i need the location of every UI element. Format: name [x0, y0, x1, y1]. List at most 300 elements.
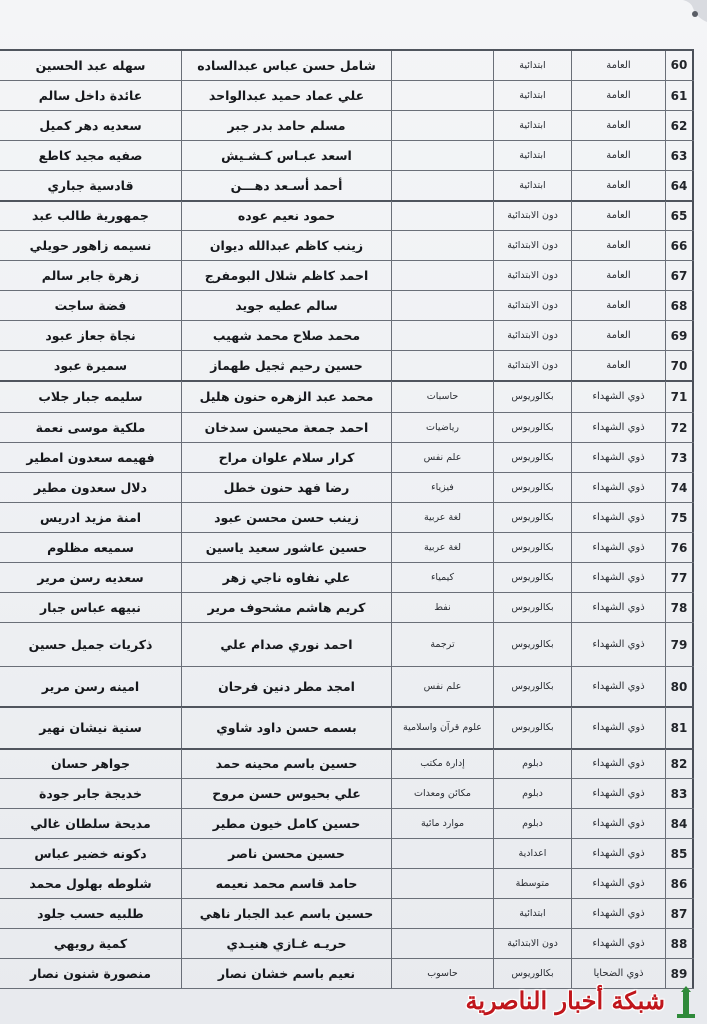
row-specialization-text: حاسبات: [426, 391, 459, 402]
row-category-text: ذوي الشهداء: [592, 452, 645, 463]
row-full-name-text: زينب كاظم عبدالله ديوان: [209, 238, 364, 253]
row-number-text: 83: [670, 786, 688, 801]
row-category: [571, 201, 665, 230]
table-row: [0, 899, 694, 929]
row-category: [571, 563, 665, 592]
row-category-text: ذوي الشهداء: [592, 818, 645, 829]
row-education-level-text: دون الابتدائية: [507, 938, 558, 949]
row-full-name-text: اسعد عبـاس كـشـيش: [221, 148, 352, 163]
row-number: [665, 413, 694, 442]
row-category: [571, 749, 665, 778]
row-number-text: 80: [670, 679, 688, 694]
table-row: [0, 533, 694, 563]
row-category: [571, 593, 665, 622]
row-number-text: 61: [670, 88, 688, 103]
row-full-name: [181, 623, 391, 666]
row-specialization: [391, 707, 493, 748]
row-number-text: 78: [670, 600, 688, 615]
row-category: [571, 839, 665, 868]
row-category-text: ذوي الشهداء: [592, 602, 645, 613]
row-specialization-text: موارد مائية: [420, 818, 465, 829]
row-category-text: العامة: [606, 300, 631, 311]
table-row: [0, 201, 694, 231]
table-row: [0, 141, 694, 171]
row-specialization: [391, 899, 493, 928]
row-full-name: [181, 443, 391, 472]
row-mother-name: [0, 959, 181, 988]
row-full-name-text: حمود نعيم عوده: [237, 208, 336, 223]
row-education-level: [493, 321, 571, 350]
row-number: [665, 171, 694, 200]
row-number: [665, 81, 694, 110]
row-full-name-text: حريـه غـازي هنيـدي: [226, 936, 347, 951]
row-education-level: [493, 593, 571, 622]
row-category-text: ذوي الشهداء: [592, 878, 645, 889]
row-mother-name: [0, 321, 181, 350]
row-mother-name-text: صفيه مجيد كاطع: [38, 148, 143, 163]
row-mother-name: [0, 111, 181, 140]
row-mother-name-text: سميعه مظلوم: [47, 540, 134, 555]
row-mother-name: [0, 473, 181, 502]
row-category-text: العامة: [606, 180, 631, 191]
row-mother-name-text: امينه رسن مرير: [41, 679, 140, 694]
row-mother-name: [0, 899, 181, 928]
row-category-text: ذوي الشهداء: [592, 482, 645, 493]
row-category: [571, 503, 665, 532]
row-category: [571, 869, 665, 898]
row-full-name-text: احمد جمعة محيسن سدخان: [204, 420, 369, 435]
row-full-name-text: محمد صلاح محمد شهيب: [212, 328, 361, 343]
row-full-name-text: زينب حسن محسن عبود: [214, 510, 359, 525]
row-category-text: ذوي الشهداء: [592, 681, 645, 692]
row-mother-name-text: ذكريات جميل حسين: [28, 637, 153, 652]
row-number: [665, 749, 694, 778]
row-number-text: 70: [670, 358, 688, 373]
row-specialization: [391, 81, 493, 110]
row-category: [571, 809, 665, 838]
row-education-level-text: بكالوريوس: [511, 968, 554, 979]
row-mother-name-text: منصورة شنون نصار: [29, 966, 152, 981]
row-education-level-text: ابتدائية: [519, 908, 546, 919]
row-full-name-text: مسلم حامد بدر جبر: [227, 118, 346, 133]
row-number: [665, 291, 694, 320]
row-full-name: [181, 899, 391, 928]
row-mother-name: [0, 291, 181, 320]
row-mother-name: [0, 839, 181, 868]
row-specialization: [391, 50, 493, 80]
row-number: [665, 779, 694, 808]
row-number-text: 68: [670, 298, 688, 313]
row-mother-name-text: سليمه جبار جلاب: [38, 389, 143, 404]
row-specialization-text: ترجمة: [430, 639, 455, 650]
row-full-name-text: رضا فهد حنون خطل: [223, 480, 350, 495]
row-category-text: العامة: [606, 150, 631, 161]
row-category-text: العامة: [606, 59, 631, 71]
row-education-level: [493, 667, 571, 706]
row-specialization-text: حاسوب: [427, 968, 458, 979]
row-category: [571, 667, 665, 706]
row-number: [665, 809, 694, 838]
row-category-text: ذوي الشهداء: [592, 788, 645, 799]
row-mother-name-text: سعديه رسن مرير: [37, 570, 144, 585]
row-education-level: [493, 503, 571, 532]
row-full-name-text: علي بحيوس حسن مروح: [212, 786, 361, 801]
row-full-name: [181, 563, 391, 592]
row-category-text: العامة: [606, 360, 631, 371]
row-full-name: [181, 593, 391, 622]
row-category-text: العامة: [606, 330, 631, 341]
row-education-level-text: ابتدائية: [519, 120, 546, 131]
row-category: [571, 291, 665, 320]
row-number-text: 84: [670, 816, 688, 831]
row-specialization: [391, 667, 493, 706]
watermark-text: شبكة أخبار الناصرية: [465, 986, 665, 1015]
row-mother-name-text: قادسية جباري: [47, 178, 134, 193]
row-full-name: [181, 141, 391, 170]
row-category: [571, 443, 665, 472]
row-mother-name-text: جواهر حسان: [50, 756, 131, 771]
row-mother-name-text: سنية نيشان نهير: [39, 720, 142, 735]
table-row: [0, 779, 694, 809]
row-education-level-text: بكالوريوس: [511, 572, 554, 583]
row-full-name: [181, 473, 391, 502]
row-number-text: 89: [670, 966, 688, 981]
row-full-name: [181, 533, 391, 562]
row-specialization-text: كيمياء: [430, 572, 455, 583]
row-category: [571, 381, 665, 412]
page-corner-fold-icon: [673, 0, 707, 30]
row-full-name-text: حسين باسم محينه حمد: [215, 756, 358, 771]
row-education-level-text: بكالوريوس: [511, 452, 554, 463]
row-number-text: 81: [670, 720, 688, 735]
row-full-name-text: نعيم باسم خشان نصار: [217, 966, 356, 981]
row-number: [665, 473, 694, 502]
row-education-level: [493, 261, 571, 290]
row-number-text: 85: [670, 846, 688, 861]
row-number-text: 67: [670, 268, 688, 283]
row-specialization: [391, 141, 493, 170]
table-row: [0, 623, 694, 667]
row-mother-name-text: جمهورية طالب عبد: [32, 208, 149, 223]
row-full-name: [181, 707, 391, 748]
row-mother-name-text: فهيمه سعدون امطير: [26, 450, 155, 465]
row-mother-name: [0, 779, 181, 808]
row-education-level-text: ابتدائية: [519, 150, 546, 161]
row-category-text: ذوي الشهداء: [592, 908, 645, 919]
row-education-level-text: اعدادية: [518, 848, 547, 859]
table-row: [0, 291, 694, 321]
row-education-level-text: بكالوريوس: [511, 681, 554, 692]
row-specialization-text: علم نفس: [423, 452, 462, 463]
row-number-text: 60: [670, 58, 688, 72]
table-row: [0, 809, 694, 839]
row-number-text: 72: [670, 420, 688, 435]
row-number: [665, 50, 694, 80]
row-education-level: [493, 623, 571, 666]
row-full-name: [181, 503, 391, 532]
table-row: [0, 839, 694, 869]
table-row: [0, 171, 694, 201]
row-education-level: [493, 749, 571, 778]
row-full-name: [181, 413, 391, 442]
row-education-level: [493, 381, 571, 412]
row-mother-name: [0, 749, 181, 778]
row-number: [665, 381, 694, 412]
row-full-name-text: شامل حسن عباس عبدالساده: [197, 57, 376, 73]
row-mother-name: [0, 503, 181, 532]
row-specialization: [391, 929, 493, 958]
row-category: [571, 899, 665, 928]
row-full-name-text: حسين كامل خيون مطير: [212, 816, 361, 831]
row-education-level: [493, 929, 571, 958]
row-mother-name: [0, 667, 181, 706]
row-education-level: [493, 443, 571, 472]
row-full-name: [181, 809, 391, 838]
row-education-level: [493, 563, 571, 592]
table-row: [0, 81, 694, 111]
row-education-level-text: بكالوريوس: [511, 722, 554, 733]
row-education-level: [493, 291, 571, 320]
row-full-name-text: حامد قاسم محمد نعيمه: [215, 876, 358, 891]
row-full-name-text: امجد مطر دنين فرحان: [218, 679, 355, 694]
row-mother-name: [0, 201, 181, 230]
row-full-name-text: علي نفاوه ناجي زهر: [222, 570, 351, 585]
row-education-level: [493, 201, 571, 230]
table-row: [0, 111, 694, 141]
row-category: [571, 321, 665, 350]
row-mother-name-text: عائدة داخل سالم: [38, 88, 143, 103]
row-specialization-text: لغة عربية: [423, 512, 462, 523]
row-mother-name: [0, 141, 181, 170]
row-mother-name: [0, 623, 181, 666]
table-row: [0, 667, 694, 707]
row-education-level-text: بكالوريوس: [511, 602, 554, 613]
row-specialization-text: فيزياء: [431, 482, 454, 493]
row-number-text: 76: [670, 540, 688, 555]
row-full-name-text: بسمه حسن داود شاوي: [216, 720, 357, 735]
table-row: [0, 321, 694, 351]
row-number: [665, 351, 694, 380]
row-number-text: 79: [670, 637, 688, 652]
row-education-level-text: ابتدائية: [519, 180, 546, 191]
row-education-level-text: دون الابتدائية: [507, 270, 558, 281]
table-top-border: [0, 49, 694, 51]
row-category: [571, 171, 665, 200]
row-category-text: ذوي الضحايا: [593, 968, 644, 979]
row-category-text: ذوي الشهداء: [592, 542, 645, 553]
row-number: [665, 231, 694, 260]
row-mother-name: [0, 351, 181, 380]
table-row: [0, 707, 694, 749]
row-number-text: 87: [670, 906, 688, 921]
row-number-text: 74: [670, 480, 688, 495]
row-education-level-text: متوسطة: [515, 878, 550, 889]
row-full-name: [181, 50, 391, 80]
row-specialization: [391, 231, 493, 260]
row-education-level-text: بكالوريوس: [511, 482, 554, 493]
row-number: [665, 869, 694, 898]
row-category-text: العامة: [606, 210, 631, 221]
row-full-name-text: كرار سلام علوان مراح: [218, 450, 355, 465]
row-category: [571, 779, 665, 808]
row-specialization-text: مكائن ومعدات: [414, 788, 471, 799]
row-full-name: [181, 321, 391, 350]
watermark-logo: [462, 984, 707, 1024]
row-category: [571, 111, 665, 140]
row-category: [571, 929, 665, 958]
row-full-name: [181, 667, 391, 706]
row-mother-name-text: سهله عبد الحسين: [35, 57, 146, 73]
row-specialization: [391, 381, 493, 412]
row-mother-name-text: دلال سعدون مطير: [33, 480, 148, 495]
row-mother-name: [0, 533, 181, 562]
row-education-level-text: دون الابتدائية: [507, 300, 558, 311]
row-full-name: [181, 201, 391, 230]
row-mother-name-text: طلبيه حسب جلود: [37, 906, 144, 921]
row-specialization: [391, 869, 493, 898]
row-full-name-text: محمد عبد الزهره حنون هليل: [199, 389, 374, 404]
row-specialization-text: نفط: [434, 602, 451, 613]
row-education-level: [493, 141, 571, 170]
row-category-text: ذوي الشهداء: [592, 639, 645, 650]
row-education-level: [493, 473, 571, 502]
row-number-text: 69: [670, 328, 688, 343]
row-category: [571, 707, 665, 748]
row-category-text: ذوي الشهداء: [592, 848, 645, 859]
row-education-level: [493, 351, 571, 380]
row-number: [665, 899, 694, 928]
row-full-name: [181, 291, 391, 320]
row-education-level: [493, 707, 571, 748]
row-category: [571, 351, 665, 380]
row-education-level-text: بكالوريوس: [511, 422, 554, 433]
row-mother-name: [0, 413, 181, 442]
row-mother-name: [0, 171, 181, 200]
row-number-text: 71: [670, 389, 688, 404]
row-education-level: [493, 779, 571, 808]
row-mother-name-text: فضة ساجت: [54, 298, 127, 313]
row-education-level: [493, 899, 571, 928]
row-full-name-text: حسين محسن ناصر: [228, 846, 345, 861]
row-full-name: [181, 231, 391, 260]
row-mother-name-text: سميرة عبود: [53, 358, 128, 373]
row-specialization: [391, 623, 493, 666]
row-education-level-text: دبلوم: [522, 818, 543, 829]
row-education-level-text: دون الابتدائية: [507, 360, 558, 371]
row-education-level-text: بكالوريوس: [511, 391, 554, 402]
row-full-name: [181, 779, 391, 808]
table-row: [0, 261, 694, 291]
row-education-level-text: ابتدائية: [519, 59, 546, 71]
row-category: [571, 141, 665, 170]
row-specialization: [391, 749, 493, 778]
row-specialization: [391, 321, 493, 350]
row-number-text: 86: [670, 876, 688, 891]
row-education-level: [493, 533, 571, 562]
row-category-text: العامة: [606, 90, 631, 101]
row-number: [665, 563, 694, 592]
row-category-text: ذوي الشهداء: [592, 422, 645, 433]
row-full-name-text: حسين باسم عبد الجبار ناهي: [199, 906, 374, 921]
row-full-name: [181, 351, 391, 380]
row-category: [571, 623, 665, 666]
row-full-name: [181, 749, 391, 778]
row-mother-name-text: امنة مزيد ادريس: [39, 510, 142, 525]
row-specialization: [391, 413, 493, 442]
row-mother-name: [0, 869, 181, 898]
row-full-name-text: احمد كاظم شلال البومفرج: [204, 268, 369, 283]
row-mother-name-text: نجاة جعاز عبود: [45, 328, 136, 343]
row-education-level-text: دون الابتدائية: [507, 330, 558, 341]
row-specialization: [391, 111, 493, 140]
row-education-level: [493, 869, 571, 898]
row-mother-name: [0, 593, 181, 622]
row-mother-name: [0, 707, 181, 748]
row-category-text: ذوي الشهداء: [592, 722, 645, 733]
row-number: [665, 111, 694, 140]
row-category: [571, 81, 665, 110]
table-row: [0, 413, 694, 443]
row-full-name: [181, 959, 391, 988]
row-full-name: [181, 171, 391, 200]
table-row: [0, 381, 694, 413]
table-row: [0, 443, 694, 473]
row-specialization-text: علم نفس: [423, 681, 462, 692]
row-number-text: 77: [670, 570, 688, 585]
row-mother-name-text: دكونه خضير عباس: [34, 846, 147, 861]
row-full-name: [181, 111, 391, 140]
row-full-name-text: كريم هاشم مشحوف مرير: [207, 600, 366, 615]
row-full-name: [181, 81, 391, 110]
row-specialization: [391, 593, 493, 622]
row-full-name-text: حسين رحيم ثجيل طهماز: [210, 358, 363, 373]
row-full-name: [181, 261, 391, 290]
table-row: [0, 473, 694, 503]
table-row: [0, 869, 694, 899]
row-full-name-text: حسين عاشور سعيد ياسين: [205, 540, 368, 555]
row-mother-name-text: سعديه دهر كميل: [39, 118, 142, 133]
row-number: [665, 593, 694, 622]
row-number: [665, 141, 694, 170]
row-education-level-text: دون الابتدائية: [507, 210, 558, 221]
row-category: [571, 261, 665, 290]
row-specialization: [391, 473, 493, 502]
row-full-name: [181, 381, 391, 412]
row-specialization: [391, 171, 493, 200]
row-number: [665, 623, 694, 666]
row-full-name: [181, 929, 391, 958]
row-category: [571, 413, 665, 442]
row-number-text: 73: [670, 450, 688, 465]
row-mother-name: [0, 563, 181, 592]
row-full-name-text: أحمد أسـعد دهـــن: [230, 178, 343, 193]
row-mother-name-text: شلوطه بهلول محمد: [29, 876, 152, 891]
row-specialization: [391, 839, 493, 868]
table-row: [0, 929, 694, 959]
row-education-level: [493, 231, 571, 260]
row-number-text: 82: [670, 756, 688, 771]
row-category: [571, 533, 665, 562]
row-education-level-text: ابتدائية: [519, 90, 546, 101]
row-education-level-text: دبلوم: [522, 788, 543, 799]
table-row: [0, 351, 694, 381]
row-education-level: [493, 81, 571, 110]
row-mother-name-text: زهرة جابر سالم: [41, 268, 140, 283]
row-specialization: [391, 261, 493, 290]
row-specialization-text: لغة عربية: [423, 542, 462, 553]
row-specialization: [391, 201, 493, 230]
row-category-text: ذوي الشهداء: [592, 758, 645, 769]
